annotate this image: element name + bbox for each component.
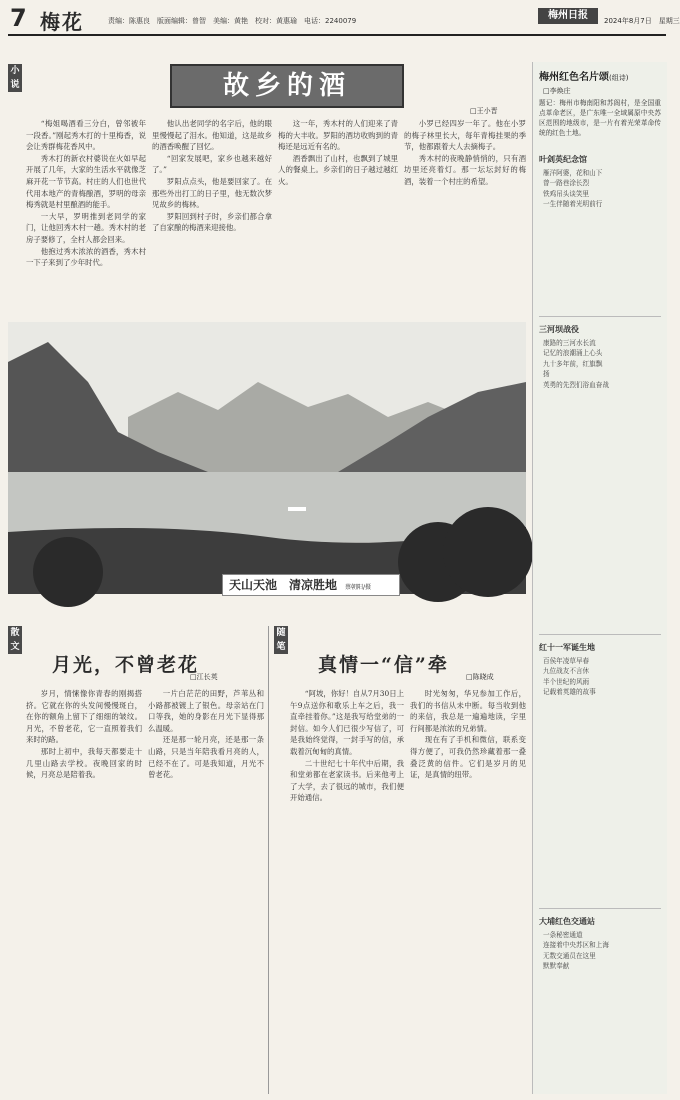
- photo-caption: [222, 574, 400, 596]
- essay2-author: □陈晓成: [466, 673, 494, 681]
- story-author: □王小晋: [470, 107, 498, 115]
- paragraph: 还是那一轮月亮，还是那一条山路，只是当年陪我看月亮的人，已经不在了。可是我知道，月光不曾老花。: [148, 735, 264, 780]
- essay2-title: 真情一“信”牵: [318, 654, 449, 676]
- sidebar-section-title: 三河坝战役: [539, 325, 579, 334]
- paragraph: 一片白茫茫的田野，芦苇丛和小路都被镀上了银色。母亲站在门口等我，她的身影在月光下显得那么温暖。: [148, 689, 264, 733]
- sidebar-section-title: 叶剑英纪念馆: [539, 155, 587, 164]
- landscape-photo: [8, 322, 526, 594]
- sidebar-section-title: 红十一军诞生地: [539, 643, 595, 652]
- story-column-1: [26, 118, 146, 318]
- sidebar-poem: 雁洋阿婆，花和山下 曾一路巷涂长烈 铁鸡吊头谈笑里 一生伴随着光明前行: [543, 169, 603, 209]
- paragraph: 酒香飘出了山村，也飘到了城里人的餐桌上。乡亲们的日子越过越红火。: [278, 153, 398, 186]
- divider: [539, 316, 661, 317]
- sidebar-subtitle: (组诗): [609, 74, 629, 82]
- story-column-3: [278, 118, 398, 318]
- photo-credit: 蔡朝阳/摄: [345, 584, 372, 591]
- paragraph: 这一年，秀木村的人们迎来了青梅的大丰收。罗阳的酒坊收购到的青梅还是远近有名的。: [278, 119, 398, 152]
- sidebar-poem: 一条秘密通道 连接着中央苏区和上海 无数交通员在这里 默默奉献: [543, 931, 609, 971]
- sidebar-poem: 百侯年凌草早春 九位战友不言休 半个世纪的风雨 记载着英雄的故事: [543, 657, 596, 697]
- editor-credits: 责编：陈惠良 版面编辑：曾智 美编：黄艳 校对：黄惠瑜 电话：2240079: [108, 17, 357, 25]
- paragraph: 罗阳回到村子时，乡亲们都合拿了自家酿的梅酒来迎接他。: [152, 211, 272, 233]
- sidebar-title: [539, 68, 628, 83]
- paragraph: 时光匆匆，华兄参加工作后，我们的书信从未中断。每当收到他的来信，我总是一遍遍地读，字里行间都是浓浓的兄弟情。: [410, 689, 526, 733]
- essay1-author: □江长英: [190, 673, 218, 681]
- paragraph: “回家发展吧，家乡也越来越好了。”: [152, 153, 272, 175]
- paragraph: 现在有了手机和微信，联系变得方便了，可我仍然珍藏着那一叠叠泛黄的信件。它们是岁月的见证，是真情的纽带。: [410, 735, 526, 780]
- paragraph: 小罗已经四岁一年了。他在小罗的梅子林里长大，每年青梅挂果的季节，他都跟着大人去摘梅子。: [404, 119, 526, 152]
- paragraph: “阿坡，你好！自从7月30日上午9点送你和歌乐上车之后，我一直牵挂着你。”这是我写给堂弟的一封信。如今人们已很少写信了，可是我始终觉得，一封手写的信，承载着沉甸甸的真情。: [290, 689, 404, 756]
- story-title: 故乡的酒: [170, 64, 404, 108]
- sidebar-title-text: 梅州红色名片颂: [539, 72, 609, 83]
- column-divider: [268, 626, 269, 1094]
- paragraph: “梅姐喝酒看三分白，曾邻被年一段香。”刚起秀木打的十里梅香，说会让秀群梅花香风中。: [26, 119, 146, 152]
- paragraph: 罗阳点点头，他是要回家了。在那些外出打工的日子里，他无数次梦见故乡的梅林。: [152, 176, 272, 210]
- essay1-column-1: [26, 688, 142, 1094]
- paragraph: 秀木打的新衣村婆说在火如早起开展了几年，大家的生活水平就像芝麻开花一节节高。村庄的人们也世代代用本地产的青梅酿酒，罗明的母亲梅秀就是村里酿酒的能手。: [26, 153, 146, 210]
- newspaper-logo: 梅州日报: [538, 8, 598, 24]
- paragraph: 他认出老同学的名字后，他的眼里慢慢起了泪水。他知道，这是故乡的酒香唤醒了回忆。: [152, 119, 272, 152]
- section-tag-story: 小说: [8, 64, 22, 92]
- essay2-column-1: [290, 688, 404, 1094]
- paragraph: 他抱过秀木浓浓的酒香，秀木村一下子来到了少年时代。: [26, 246, 146, 268]
- divider: [539, 908, 661, 909]
- paragraph: 二十世纪七十年代中后期，我和堂弟都在老家读书。后来他考上了大学，去了很远的城市，我们便开始通信。: [290, 758, 404, 803]
- lake-mountain-image: [8, 322, 526, 594]
- section-tag-essay2: 随笔: [274, 626, 288, 654]
- essay1-column-2: [148, 688, 264, 1094]
- story-column-4: [404, 118, 526, 318]
- issue-date: 2024年8月7日 星期三: [604, 17, 680, 25]
- paragraph: 岁月，情愫像你青春的刚揭搭挤。它就在你的头发间慢慢斑白，在你的额角上留下了细细的皱纹。月光，不曾老花，它一直照着我们来时的路。: [26, 689, 142, 745]
- paragraph: 一大早，罗明推到老同学的家门，让他回秀木村一趟。秀木村的老房子要修了，全村人都会回来。: [26, 211, 146, 244]
- section-tag-essay: 散文: [8, 626, 22, 654]
- page-header: [8, 4, 680, 36]
- caption-title: 天山天池 清凉胜地: [229, 578, 338, 592]
- divider: [539, 634, 661, 635]
- page-name: 梅花: [40, 10, 84, 34]
- page-number: 7: [10, 4, 27, 32]
- sidebar-intro: 题记：梅州市梅南阳和苏阁村，是全国重点革命老区，是广东唯一全域属原中央苏区范围的地级市，是一片有着光荣革命传统的红色土地。: [539, 99, 661, 137]
- essay1-title: 月光，不曾老花: [52, 654, 200, 676]
- sidebar-poems: [532, 62, 667, 1094]
- essay2-column-2: [410, 688, 526, 1094]
- paragraph: 那时上初中，我每天都要走十几里山路去学校。夜晚回家的时候，月亮总是陪着我。: [26, 746, 142, 780]
- sidebar-section-title: 大埔红色交通站: [539, 917, 595, 926]
- sidebar-poem: 康路的三河水长流 记忆的浪潮涌上心头 九十多年前，红旗飘 扬 英勇的先烈们浴血奋战: [543, 339, 609, 389]
- sidebar-author: □李焕庄: [543, 87, 571, 95]
- paragraph: 秀木村的夜晚静悄悄的，只有酒坊里还亮着灯。那一坛坛封好的梅酒，装着一个村庄的希望。: [404, 153, 526, 186]
- story-column-2: [152, 118, 272, 318]
